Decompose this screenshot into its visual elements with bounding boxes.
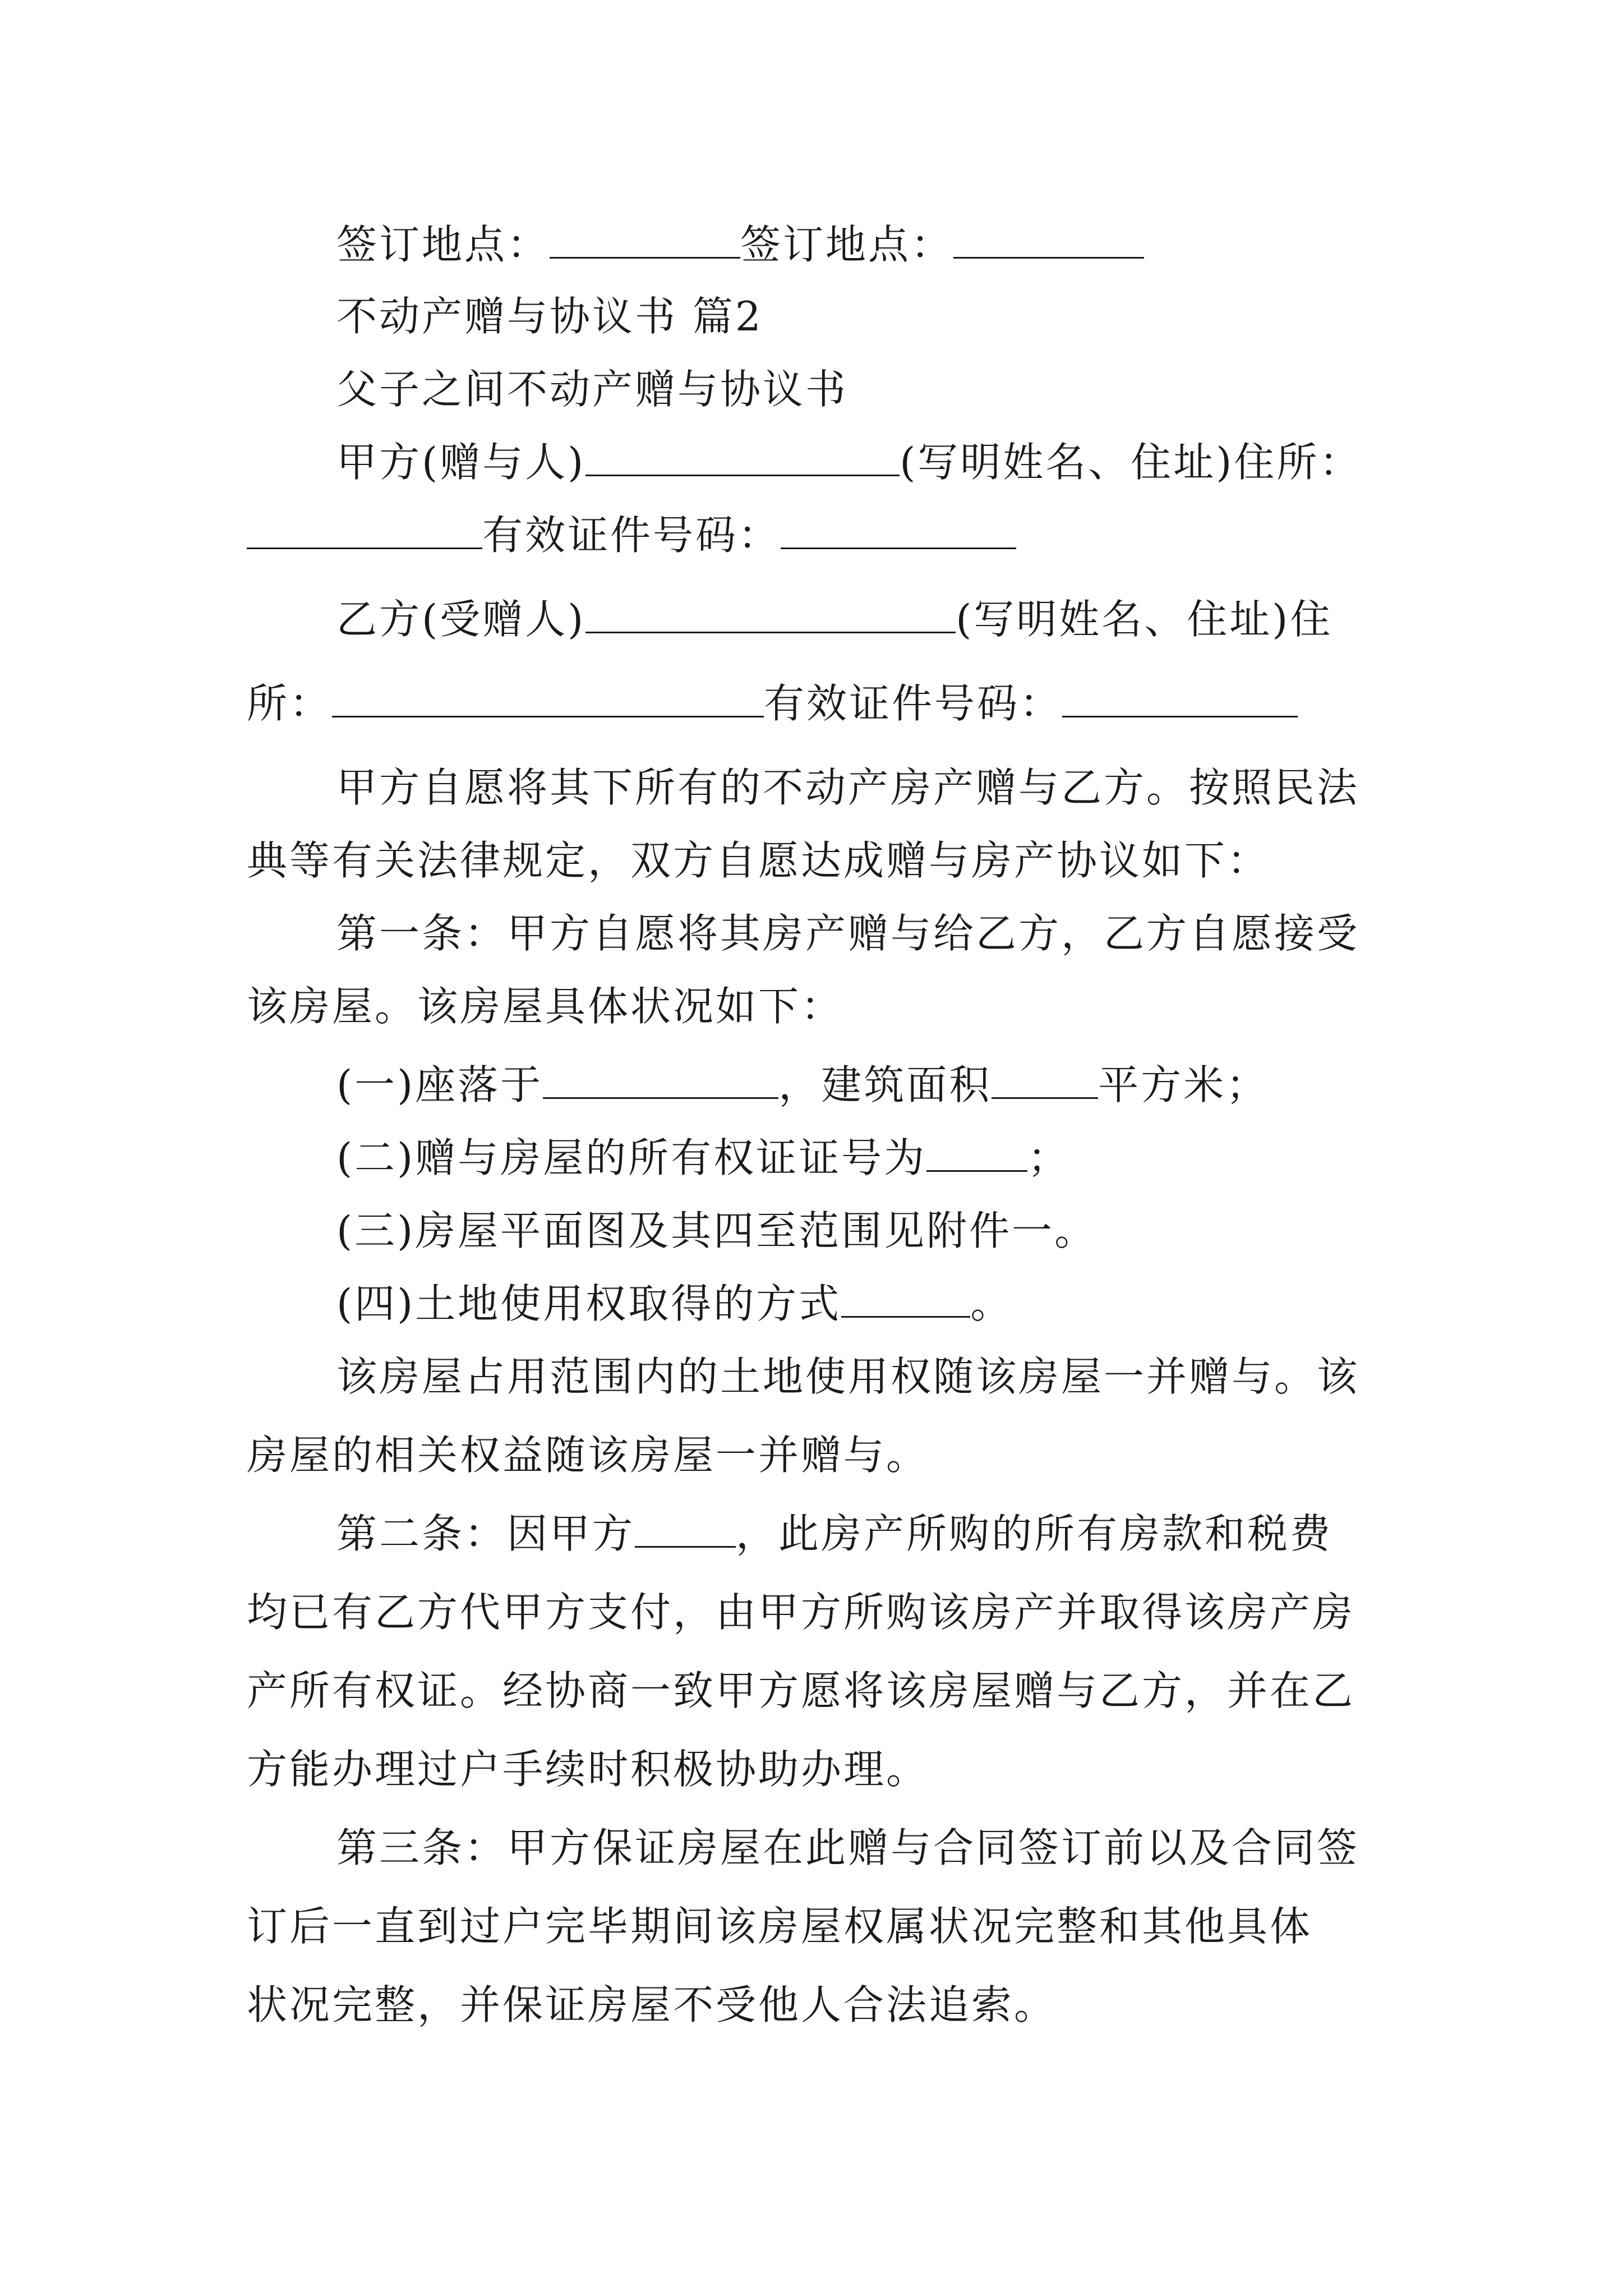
blank-field xyxy=(543,1057,778,1099)
paragraph-line: 状况完整，并保证房屋不受他人合法追索。 xyxy=(247,1981,1057,2028)
blank-field xyxy=(585,591,956,633)
party-b-id-line xyxy=(247,673,1298,734)
article-2-text: ，此房产所购的所有房款和税费 xyxy=(736,1510,1333,1557)
item-1-label: (一)座落于 xyxy=(336,1061,543,1108)
blank-field xyxy=(926,1130,1027,1172)
paragraph-line: 产所有权证。经协商一致甲方愿将该房屋赠与乙方，并在乙 xyxy=(247,1667,1355,1714)
paragraph-line: 均已有乙方代甲方支付，由甲方所购该房产并取得该房产房 xyxy=(247,1589,1355,1636)
blank-field xyxy=(247,507,482,549)
article-1-line: 第一条：甲方自愿将其房产赠与给乙方，乙方自愿接受 xyxy=(336,910,1360,957)
item-4-line xyxy=(336,1273,1013,1334)
party-b-residence-label: 所： xyxy=(247,680,333,727)
signing-place-line xyxy=(336,214,1144,275)
party-b-line xyxy=(336,589,1332,650)
party-b-label: 乙方(受赠人) xyxy=(336,596,586,643)
paragraph-line: 典等有关法律规定，双方自愿达成赠与房产协议如下： xyxy=(247,837,1270,884)
signing-place-label-1: 签订地点： xyxy=(336,221,550,268)
item-1-line xyxy=(336,1055,1269,1115)
paragraph-line: 订后一直到过户完毕期间该房屋权属状况完整和其他具体 xyxy=(247,1903,1313,1950)
item-1-unit: 平方米； xyxy=(1098,1061,1269,1108)
party-b-note: (写明姓名、住址)住 xyxy=(956,596,1333,643)
item-3-line: (三)房屋平面图及其四至范围见附件一。 xyxy=(336,1207,1098,1254)
article-2-line xyxy=(336,1503,1332,1564)
paragraph-line: 房屋的相关权益随该房屋一并赠与。 xyxy=(247,1432,929,1479)
party-a-note: (写明姓名、住址)住所： xyxy=(900,439,1362,486)
blank-field xyxy=(585,434,900,476)
party-a-id-label: 有效证件号码： xyxy=(482,512,781,559)
article-2-label: 第二条：因甲方 xyxy=(336,1510,635,1557)
blank-field xyxy=(841,1276,970,1318)
party-a-label: 甲方(赠与人) xyxy=(336,439,586,486)
item-4-end: 。 xyxy=(970,1280,1013,1327)
document-title: 父子之间不动产赠与协议书 xyxy=(336,366,849,413)
paragraph-line: 甲方自愿将其下所有的不动产房产赠与乙方。按照民法 xyxy=(336,764,1360,811)
item-2-line xyxy=(336,1128,1070,1188)
item-1-area-label: ，建筑面积 xyxy=(778,1061,992,1108)
blank-field xyxy=(550,217,740,259)
blank-field xyxy=(635,1506,736,1548)
paragraph-line: 该房屋。该房屋具体状况如下： xyxy=(247,983,844,1030)
party-a-line xyxy=(336,432,1362,493)
blank-field xyxy=(781,507,1016,549)
blank-field xyxy=(332,675,764,717)
blank-field xyxy=(992,1057,1098,1099)
blank-field xyxy=(1062,675,1298,717)
item-2-end: ； xyxy=(1027,1134,1071,1181)
article-3-line: 第三条：甲方保证房屋在此赠与合同签订前以及合同签 xyxy=(336,1824,1360,1871)
blank-field xyxy=(953,217,1144,259)
item-4-label: (四)土地使用权取得的方式 xyxy=(336,1280,842,1327)
paragraph-line: 该房屋占用范围内的土地使用权随该房屋一并赠与。该 xyxy=(336,1353,1360,1400)
party-b-id-label: 有效证件号码： xyxy=(764,680,1063,727)
section-heading: 不动产赠与协议书 篇2 xyxy=(336,293,763,340)
item-2-label: (二)赠与房屋的所有权证证号为 xyxy=(336,1134,927,1181)
party-a-id-line xyxy=(247,505,1016,565)
signing-place-label-2: 签订地点： xyxy=(740,221,954,268)
paragraph-line: 方能办理过户手续时积极协助办理。 xyxy=(247,1746,929,1793)
